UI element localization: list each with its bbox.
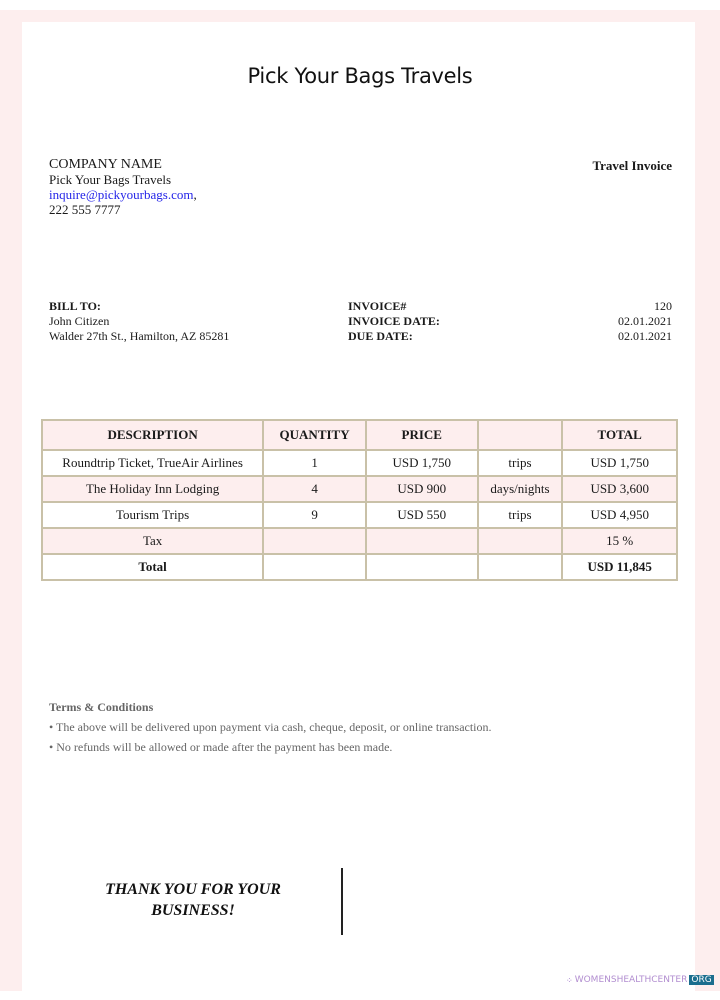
bill-to-block <box>49 299 229 344</box>
meta-value: 02.01.2021 <box>618 314 672 328</box>
bill-to-heading: BILL TO: <box>49 299 101 313</box>
cell-description: Tourism Trips <box>42 502 263 528</box>
cell-description: Roundtrip Ticket, TrueAir Airlines <box>42 450 263 476</box>
cell-total: USD 3,600 <box>562 476 677 502</box>
document-type: Travel Invoice <box>592 158 672 173</box>
col-header-quantity: QUANTITY <box>263 420 366 450</box>
watermark <box>566 975 714 985</box>
cell-description: The Holiday Inn Lodging <box>42 476 263 502</box>
empty-cell <box>478 528 563 554</box>
meta-label: INVOICE DATE: <box>348 314 440 328</box>
bill-to-name: John Citizen <box>49 314 110 328</box>
cell-quantity: 1 <box>263 450 366 476</box>
col-header-price: PRICE <box>366 420 478 450</box>
invoice-number-row <box>348 299 672 314</box>
cell-price: USD 1,750 <box>366 450 478 476</box>
cell-unit: trips <box>478 502 563 528</box>
meta-value: 02.01.2021 <box>618 329 672 343</box>
total-value: USD 11,845 <box>562 554 677 580</box>
company-email-link[interactable]: inquire@pickyourbags.com <box>49 187 194 202</box>
col-header-description: DESCRIPTION <box>42 420 263 450</box>
company-name: Pick Your Bags Travels <box>49 172 172 187</box>
meta-label: INVOICE# <box>348 299 407 313</box>
total-row <box>42 554 677 580</box>
watermark-text: WOMENSHEALTHCENTER <box>574 975 688 985</box>
total-label: Total <box>42 554 263 580</box>
cell-price: USD 900 <box>366 476 478 502</box>
tax-row <box>42 528 677 554</box>
invoice-date-row <box>348 314 672 329</box>
bill-to-address: Walder 27th St., Hamilton, AZ 85281 <box>49 329 230 343</box>
col-header-total: TOTAL <box>562 420 677 450</box>
cell-quantity: 4 <box>263 476 366 502</box>
col-header-unit <box>478 420 563 450</box>
meta-value: 120 <box>654 299 672 313</box>
table-row <box>42 476 677 502</box>
tax-value: 15 % <box>562 528 677 554</box>
invoice-meta <box>348 299 672 344</box>
terms-item: • The above will be delivered upon payment via cash, cheque, deposit, or online transaction. <box>49 720 492 734</box>
watermark-logo-icon: ⁘ <box>566 975 573 985</box>
terms-item: • No refunds will be allowed or made after the payment has been made. <box>49 740 393 754</box>
table-row <box>42 450 677 476</box>
table-row <box>42 502 677 528</box>
due-date-row <box>348 329 672 344</box>
signature-divider <box>341 868 343 935</box>
items-table <box>41 419 678 581</box>
empty-cell <box>366 528 478 554</box>
empty-cell <box>263 554 366 580</box>
page-title: Pick Your Bags Travels <box>247 64 473 88</box>
empty-cell <box>366 554 478 580</box>
empty-cell <box>263 528 366 554</box>
table-header-row <box>42 420 677 450</box>
terms-heading: Terms & Conditions <box>49 700 154 714</box>
tax-label: Tax <box>42 528 263 554</box>
company-phone: 222 555 7777 <box>49 202 121 217</box>
cell-total: USD 4,950 <box>562 502 677 528</box>
cell-quantity: 9 <box>263 502 366 528</box>
cell-total: USD 1,750 <box>562 450 677 476</box>
cell-unit: days/nights <box>478 476 563 502</box>
company-heading: COMPANY NAME <box>49 157 162 172</box>
thank-you-message: THANK YOU FOR YOUR BUSINESS! <box>105 881 281 919</box>
empty-cell <box>478 554 563 580</box>
email-suffix: , <box>193 187 197 202</box>
meta-label: DUE DATE: <box>348 329 413 343</box>
terms-block <box>49 697 492 757</box>
cell-unit: trips <box>478 450 563 476</box>
company-block <box>49 157 197 217</box>
cell-price: USD 550 <box>366 502 478 528</box>
watermark-badge: ORG <box>691 975 712 985</box>
